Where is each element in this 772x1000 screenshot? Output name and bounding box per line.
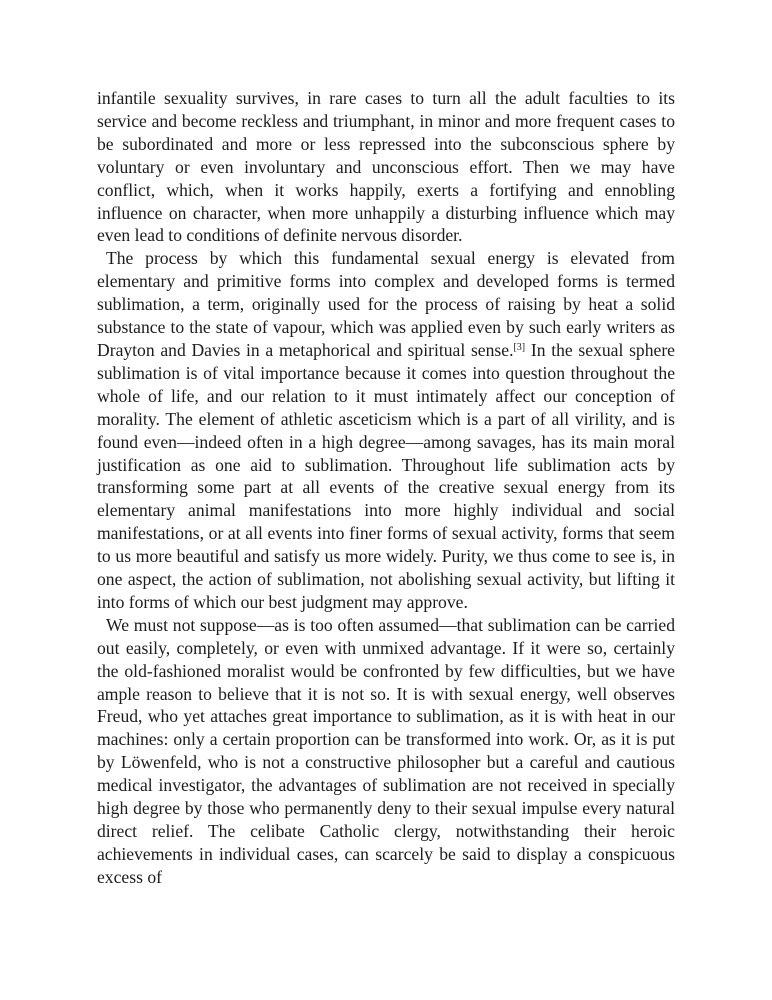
paragraph-1: infantile sexuality survives, in rare cases to turn all the adult faculties to its service and become reckless and triumphant, in minor and more frequent cases to be subordinated and more or less repressed into the subconscious sphere by voluntary or even involuntary and unconscious effort. Then we may have conflict, which, when it works happily, exerts a fortifying and ennobling influence on character, when more unhappily a disturbing influence which may even lead to conditions of definite nervous disorder.	[97, 88, 675, 246]
paragraph-2-text-after-note: In the sexual sphere sublimation is of vital importance because it comes into question throughout the whole of life, and our relation to it must intimately affect our conception of morality. The element of athletic asceticism which is a part of all virility, and is found even—indeed often in a high degree—among savages, has its main moral justification as one aid to sublimation. Throughout life sublimation acts by transforming some part at all events of the creative sexual energy from its elementary animal manifestations into more highly individual and social manifestations, or at all events into finer forms of sexual activity, forms that seem to us more beautiful and satisfy us more widely. Purity, we thus come to see is, in one aspect, the action of sublimation, not abolishing sexual activity, but lifting it into forms of which our best judgment may approve.	[97, 339, 675, 612]
footnote-marker[interactable]: [3]	[513, 341, 526, 353]
paragraph-3: We must not suppose—as is too often assumed—that sublimation can be carried out easily, completely, or even with unmixed advantage. If it were so, certainly the old-fashioned moralist would be confronted by few difficulties, but we have ample reason to believe that it is not so. It is with sexual energy, well observes Freud, who yet attaches great importance to sublimation, as it is with heat in our machines: only a certain proportion can be transformed into work. Or, as it is put by Löwenfeld, who is not a constructive philosopher but a careful and cautious medical investigator, the advantages of sublimation are not received in specially high degree by those who permanently deny to their sexual impulse every natural direct relief. The celibate Catholic clergy, notwithstanding their heroic achievements in individual cases, can scarcely be said to display a conspicuous excess of	[97, 614, 675, 887]
paragraph-2	[97, 247, 675, 614]
paragraph-2-text-before-note: The process by which this fundamental sexual energy is elevated from elementary and primitive forms into complex and developed forms is termed sublimation, a term, originally used for the process of raising by heat a solid substance to the state of vapour, which was applied even by such early writers as Drayton and Davies in a metaphorical and spiritual sense.	[97, 248, 675, 360]
document-page	[97, 87, 675, 889]
